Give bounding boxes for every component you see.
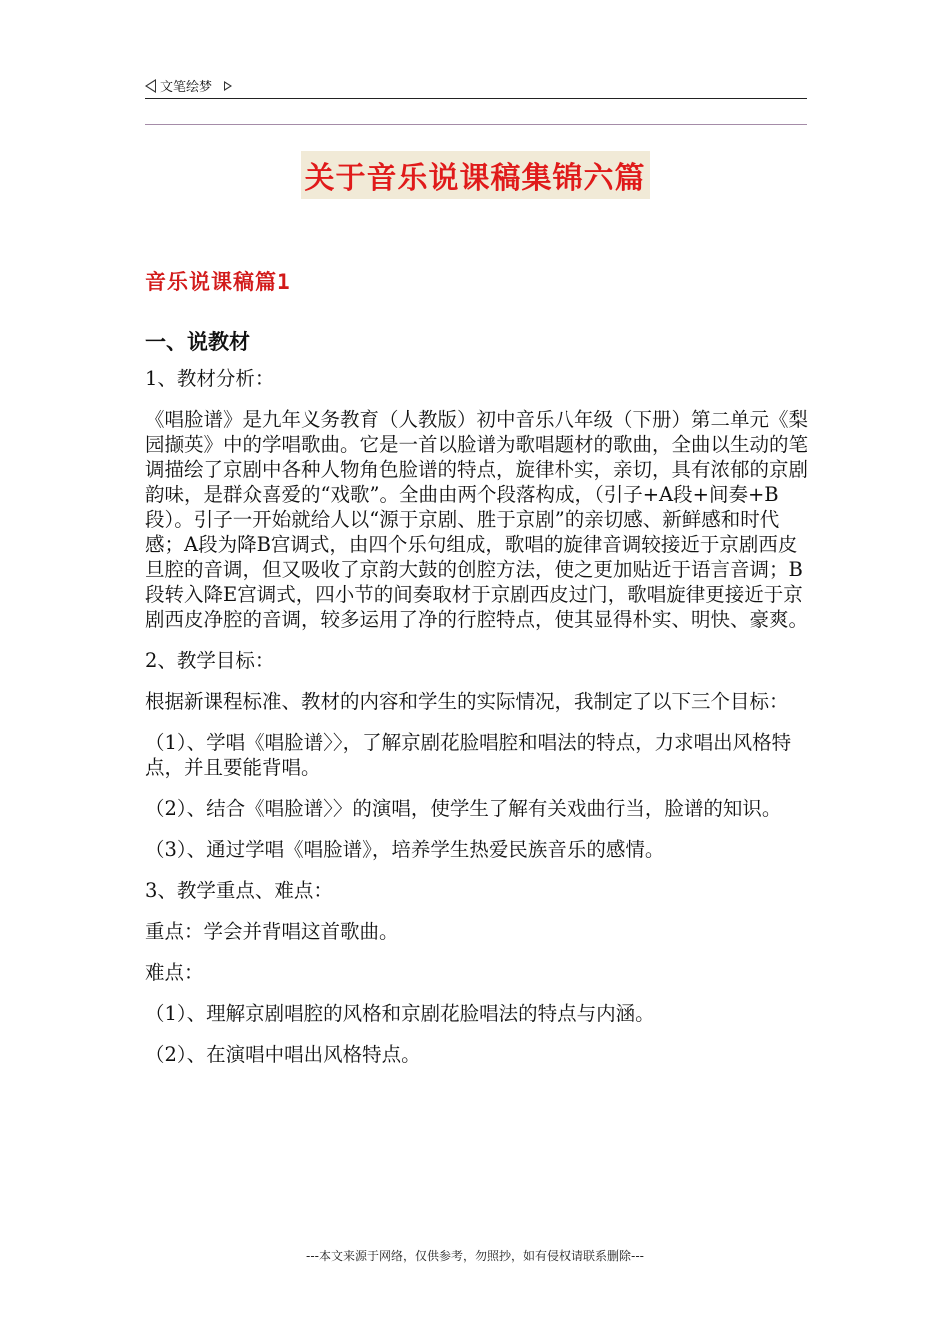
paragraph: 难点： <box>145 961 204 984</box>
left-triangle-icon <box>145 79 156 93</box>
document-title: 关于音乐说课稿集锦六篇 <box>301 151 650 199</box>
paragraph: （2）、结合《唱脸谱〉〉的演唱，使学生了解有关戏曲行当，脸谱的知识。 <box>145 797 782 820</box>
paragraph: （1）、学唱《唱脸谱〉〉，了解京剧花脸唱腔和唱法的特点，力求唱出风格特点，并且要能背唱。 <box>145 731 792 779</box>
header-divider <box>145 124 807 125</box>
paragraph: 1、教材分析： <box>145 367 275 390</box>
section-title: 音乐说课稿篇1 <box>145 270 291 294</box>
heading-teaching-material: 一、说教材 <box>145 330 250 354</box>
paragraph: 3、教学重点、难点： <box>145 879 333 902</box>
paragraph: （2）、在演唱中唱出风格特点。 <box>145 1043 421 1066</box>
footer-disclaimer: ---本文来源于网络，仅供参考，勿照抄，如有侵权请联系删除--- <box>306 1249 644 1263</box>
paragraph: 重点：学会并背唱这首歌曲。 <box>145 920 399 943</box>
page-header <box>145 74 807 99</box>
header-brand <box>145 76 232 95</box>
paragraph: （3）、通过学唱《唱脸谱》，培养学生热爱民族音乐的感情。 <box>145 838 665 861</box>
document-body <box>145 266 810 1083</box>
title-block <box>0 151 950 199</box>
paragraph: 根据新课程标准、教材的内容和学生的实际情况，我制定了以下三个目标： <box>145 690 789 713</box>
paragraph: （1）、理解京剧唱腔的风格和京剧花脸唱法的特点与内涵。 <box>145 1002 655 1025</box>
paragraph: 《唱脸谱》是九年义务教育（人教版）初中音乐八年级（下册）第二单元《梨园撷英》中的学唱歌曲。它是一首以脸谱为歌唱题材的歌曲，全曲以生动的笔调描绘了京剧中各种人物角色脸谱的特点，旋律朴实，亲切，具有浓郁的京剧韵味，是群众喜爱的“戏歌”。全曲由两个段落构成，（引子+A段+间奏+B段）。引子一开始就给人以“源于京剧、胜于京剧”的亲切感、新鲜感和时代感；A段为降B宫调式，由四个乐句组成，歌唱的旋律音调较接近于京剧西皮旦腔的音调，但又吸收了京韵大鼓的创腔方法，使之更加贴近于语言音调；B段转入降E宫调式，四小节的间奏取材于京剧西皮过门，歌唱旋律更接近于京剧西皮净腔的音调，较多运用了净的行腔特点，使其显得朴实、明快、豪爽。 <box>145 408 809 631</box>
right-triangle-icon <box>224 81 232 91</box>
paragraph: 2、教学目标： <box>145 649 275 672</box>
brand-label: 文笔绘梦 <box>160 80 213 95</box>
